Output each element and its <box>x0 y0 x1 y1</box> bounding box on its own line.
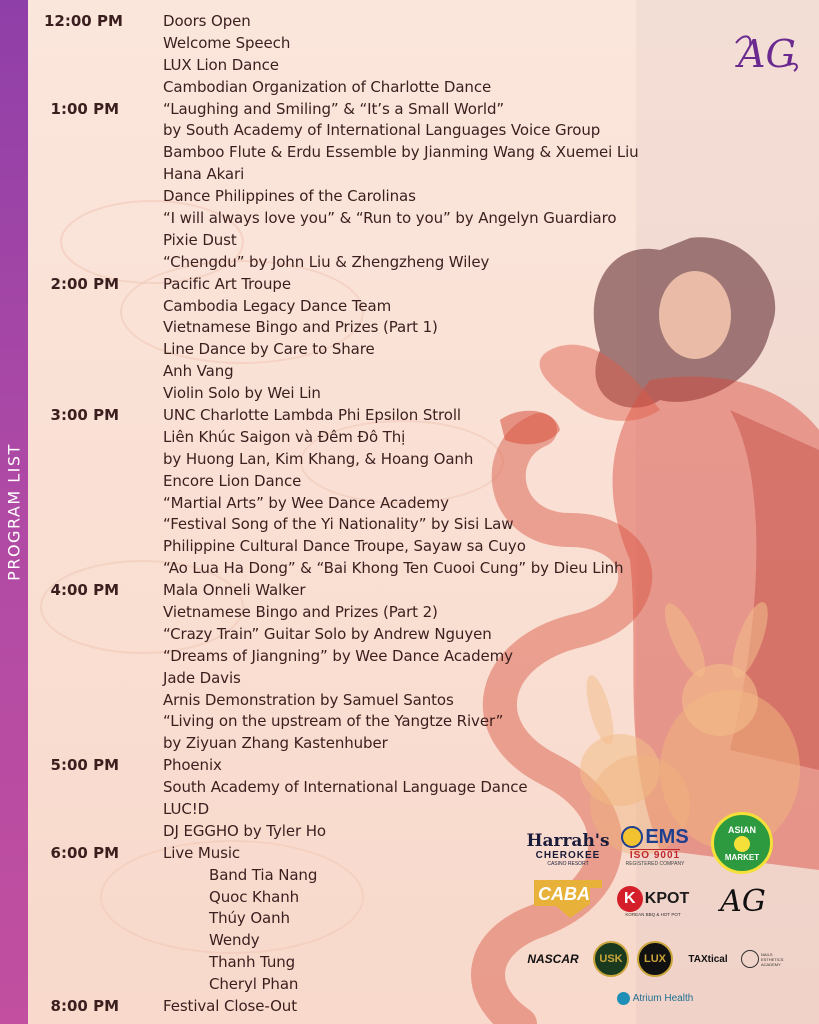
schedule-item: Welcome Speech <box>163 33 291 52</box>
atrium-icon <box>617 992 630 1005</box>
schedule-item: Dance Philippines of the Carolinas <box>163 187 416 206</box>
schedule-row <box>44 98 684 120</box>
schedule-item: Violin Solo by Wei Lin <box>163 384 321 403</box>
schedule-item: “Festival Song of the Yi Nationality” by Sisi Law <box>163 515 514 534</box>
schedule-item: Hana Akari <box>163 165 245 184</box>
schedule-row <box>44 163 684 185</box>
taxtical-name: TAXtical <box>688 953 728 965</box>
schedule-item: Jade Davis <box>163 668 241 687</box>
ems-name: EMS <box>645 825 689 848</box>
schedule-row <box>44 360 684 382</box>
usk-logo <box>593 941 629 977</box>
nails-academy-logo <box>740 946 792 972</box>
harrahs-sub: CHEROKEE <box>535 850 601 861</box>
atrium-health-logo <box>608 988 702 1008</box>
schedule-item: Anh Vang <box>163 362 234 381</box>
schedule-item: LUX Lion Dance <box>163 55 279 74</box>
schedule-item: Line Dance by Care to Share <box>163 340 375 359</box>
schedule-item: Doors Open <box>163 11 251 30</box>
schedule-row <box>44 32 684 54</box>
sidebar <box>0 0 28 1024</box>
ems-tag: REGISTERED COMPANY <box>625 860 685 867</box>
kpot-name: KPOT <box>644 889 690 907</box>
schedule-item: UNC Charlotte Lambda Phi Epsilon Stroll <box>163 405 461 424</box>
asian-market-top: ASIAN <box>727 824 756 835</box>
schedule-row <box>44 338 684 360</box>
schedule-row <box>44 207 684 229</box>
schedule-row <box>44 689 684 711</box>
schedule-row <box>44 513 684 535</box>
schedule-row <box>44 251 684 273</box>
schedule-item: Live Music <box>163 843 241 862</box>
schedule-row <box>44 667 684 689</box>
lux-logo <box>637 941 673 977</box>
schedule-row <box>44 426 684 448</box>
schedule-time: 2:00 PM <box>50 274 119 293</box>
harrahs-name: Harrah's <box>526 831 610 851</box>
schedule-item: Liên Khúc Saigon và Đêm Đô Thị <box>163 427 406 446</box>
schedule-item: by Ziyuan Zhang Kastenhuber <box>163 734 388 753</box>
taxtical-logo <box>678 950 738 968</box>
schedule-row <box>44 141 684 163</box>
schedule-row <box>44 645 684 667</box>
caba-logo <box>530 876 606 922</box>
schedule-row <box>44 229 684 251</box>
schedule-row <box>44 54 684 76</box>
schedule-row <box>44 185 684 207</box>
schedule-item: DJ EGGHO by Tyler Ho <box>163 821 326 840</box>
ems-globe-icon <box>621 826 643 848</box>
nascar-logo <box>520 950 586 968</box>
schedule-row <box>44 492 684 514</box>
schedule-row <box>44 798 684 820</box>
schedule-item: Cambodia Legacy Dance Team <box>163 296 392 315</box>
schedule-item: by Huong Lan, Kim Khang, & Hoang Oanh <box>163 449 474 468</box>
schedule-item: “Crazy Train” Guitar Solo by Andrew Nguyen <box>163 624 492 643</box>
schedule-time: 6:00 PM <box>50 843 119 862</box>
schedule-item: Pixie Dust <box>163 230 237 249</box>
schedule-item: Vietnamese Bingo and Prizes (Part 1) <box>163 318 438 337</box>
harrahs-cherokee-logo <box>526 831 610 868</box>
schedule-item: South Academy of International Language Dance <box>163 778 528 797</box>
schedule-time: 12:00 PM <box>44 11 123 30</box>
nails-cap-icon <box>741 950 759 968</box>
schedule-item: Pacific Art Troupe <box>163 274 291 293</box>
schedule-row <box>44 776 684 798</box>
kpot-logo <box>617 878 689 924</box>
schedule-row <box>44 76 684 98</box>
asian-market-logo <box>711 812 773 874</box>
schedule-item: “Ao Lua Ha Dong” & “Bai Khong Ten Cuooi Cung” by Dieu Linh <box>163 559 624 578</box>
schedule-row <box>44 557 684 579</box>
schedule-item: “Living on the upstream of the Yangtze River” <box>163 712 504 731</box>
schedule-item: Vietnamese Bingo and Prizes (Part 2) <box>163 602 438 621</box>
schedule-item: Philippine Cultural Dance Troupe, Sayaw sa Cuyo <box>163 537 526 556</box>
lux-name: LUX <box>644 953 666 965</box>
schedule-item: “I will always love you” & “Run to you” by Angelyn Guardiaro <box>163 208 617 227</box>
schedule-item: “Chengdu” by John Liu & Zhengzheng Wiley <box>163 252 490 271</box>
asian-market-center-icon <box>734 836 750 852</box>
schedule-row <box>44 995 684 1017</box>
schedule-row <box>44 470 684 492</box>
sidebar-title: PROGRAM LIST <box>4 443 24 581</box>
schedule-time: 1:00 PM <box>50 99 119 118</box>
harrahs-tag: CASINO RESORT <box>547 861 589 867</box>
schedule-row <box>44 973 684 995</box>
schedule-item: Encore Lion Dance <box>163 471 302 490</box>
schedule-row <box>44 448 684 470</box>
schedule-row <box>44 273 684 295</box>
schedule-item: Bamboo Flute & Erdu Essemble by Jianming Wang & Xuemei Liu <box>163 143 639 162</box>
kpot-tag: KOREAN BBQ & HOT POT <box>625 911 681 917</box>
schedule-item: LUC!D <box>163 800 210 818</box>
schedule-item: Festival Close-Out <box>163 997 297 1016</box>
schedule-row <box>44 754 684 776</box>
ems-iso: ISO 9001 <box>629 849 681 861</box>
schedule-time: 3:00 PM <box>50 405 119 424</box>
ag-logo-mark <box>734 27 804 77</box>
schedule-row <box>44 382 684 404</box>
schedule-item: Phoenix <box>163 756 222 775</box>
schedule-time: 5:00 PM <box>50 756 119 775</box>
schedule-row <box>44 929 684 951</box>
asian-market-bottom: MARKET <box>724 852 760 862</box>
schedule-item: Arnis Demonstration by Samuel Santos <box>163 690 454 709</box>
caba-name: CABA <box>538 884 590 904</box>
atrium-name: Atrium Health <box>632 992 694 1004</box>
schedule-row <box>44 404 684 426</box>
schedule-sub-item: Cheryl Phan <box>209 975 299 994</box>
schedule-time: 4:00 PM <box>50 581 119 600</box>
schedule-sub-item: Band Tia Nang <box>209 865 318 884</box>
schedule-row <box>44 623 684 645</box>
schedule-row <box>44 10 684 32</box>
schedule-item: “Laughing and Smiling” & “It’s a Small World” <box>163 99 505 118</box>
schedule-row <box>44 579 684 601</box>
schedule-item: Mala Onneli Walker <box>163 581 306 600</box>
schedule-row <box>44 316 684 338</box>
schedule-sub-item: Quoc Khanh <box>209 887 300 906</box>
schedule-row <box>44 732 684 754</box>
schedule-row <box>44 119 684 141</box>
ag-sponsor-logo <box>712 878 774 924</box>
ag-sponsor-name: AG <box>720 883 766 919</box>
schedule-item: Cambodian Organization of Charlotte Dance <box>163 77 492 96</box>
schedule-row <box>44 535 684 557</box>
schedule-sub-item: Thúy Oanh <box>209 909 290 928</box>
schedule-item: “Dreams of Jiangning” by Wee Dance Academy <box>163 646 513 665</box>
schedule-row <box>44 295 684 317</box>
schedule-row <box>44 601 684 623</box>
kpot-k-icon: K <box>617 886 643 912</box>
schedule-item: by South Academy of International Languages Voice Group <box>163 121 601 140</box>
nascar-name: NASCAR <box>527 952 579 966</box>
schedule-time: 8:00 PM <box>50 997 119 1016</box>
schedule-row <box>44 951 684 973</box>
ems-logo <box>614 820 696 872</box>
schedule-row <box>44 711 684 733</box>
svg-text:AG: AG <box>738 32 796 76</box>
schedule-sub-item: Thanh Tung <box>209 953 296 972</box>
schedule-sub-item: Wendy <box>209 931 260 950</box>
schedule-item: “Martial Arts” by Wee Dance Academy <box>163 493 449 512</box>
nails-name: NAILS ESTHETICS ACADEMY <box>761 951 784 967</box>
usk-name: USK <box>599 953 623 965</box>
ag-logo <box>734 27 804 77</box>
